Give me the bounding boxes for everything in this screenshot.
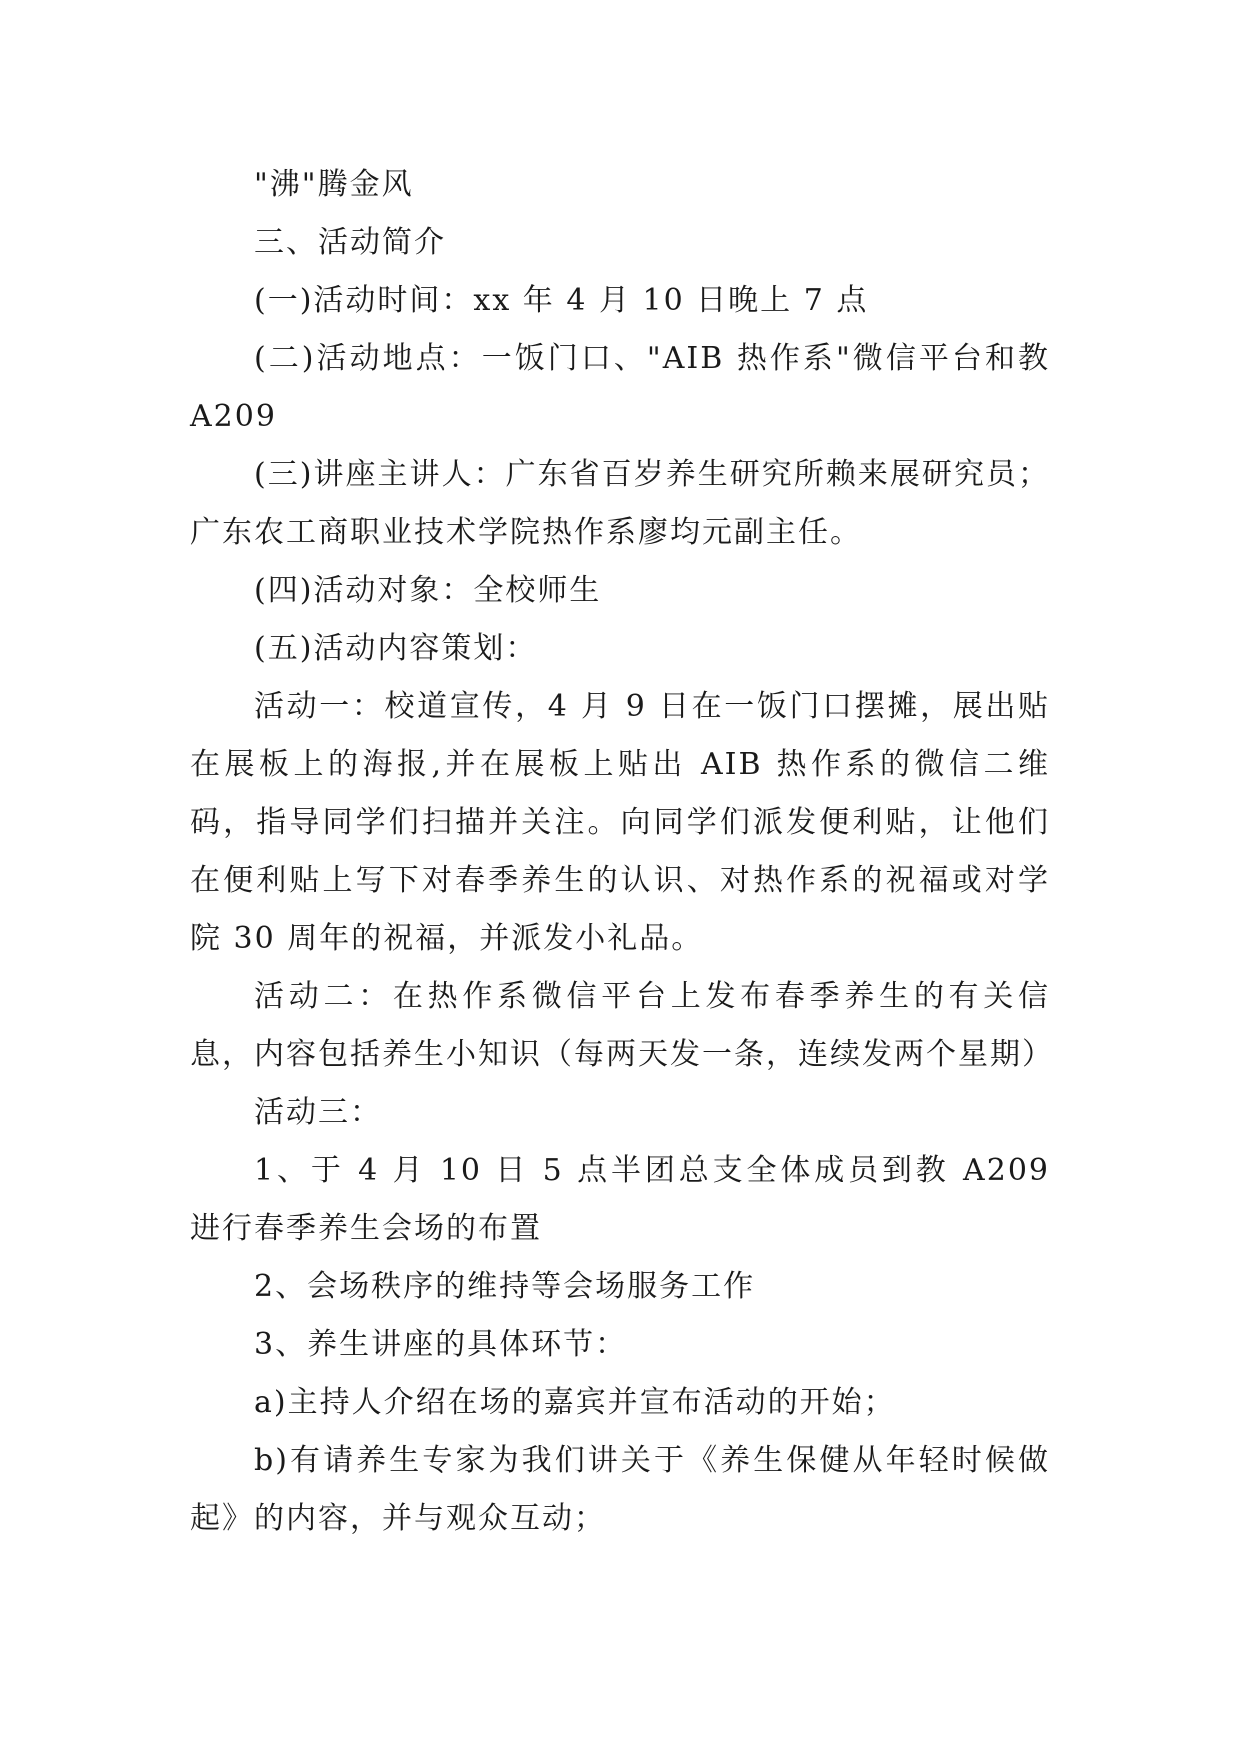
paragraph-activity-two: 活动二：在热作系微信平台上发布春季养生的有关信息，内容包括养生小知识（每两天发一条，连续发两个星期） — [190, 979, 1054, 1072]
paragraph-activity-three: 活动三： — [254, 1095, 382, 1130]
list-item-step-3: 3、养生讲座的具体环节： — [254, 1327, 628, 1362]
list-item-step-b: b)有请养生专家为我们讲关于《养生保健从年轻时候做起》的内容，并与观众互动； — [190, 1443, 1050, 1536]
paragraph-lecturers: (三)讲座主讲人：广东省百岁养生研究所赖来展研究员；广东农工商职业技术学院热作系廖均元副主任。 — [190, 457, 1050, 550]
document-body — [190, 156, 1054, 1548]
paragraph-content-planning: (五)活动内容策划： — [254, 631, 538, 666]
paragraph-activity-one: 活动一：校道宣传，4 月 9 日在一饭门口摆摊，展出贴在展板上的海报,并在展板上贴出 AIB 热作系的微信二维码，指导同学们扫描并关注。向同学们派发便利贴，让他们在便利贴上写下对春季养生的认识、对热作系的祝福或对学院 30 周年的祝福，并派发小礼品。 — [190, 689, 1050, 956]
paragraph-activity-location: (二)活动地点：一饭门口、"AIB 热作系"微信平台和教 A209 — [190, 341, 1050, 434]
paragraph-audience: (四)活动对象：全校师生 — [254, 573, 602, 608]
paragraph-title-phrase: "沸"腾金风 — [254, 167, 414, 202]
list-item-step-a: a)主持人介绍在场的嘉宾并宣布活动的开始； — [254, 1385, 896, 1420]
paragraph-activity-time: (一)活动时间：xx 年 4 月 10 日晚上 7 点 — [254, 283, 869, 318]
section-heading-activity-intro: 三、活动简介 — [254, 225, 446, 260]
list-item-step-2: 2、会场秩序的维持等会场服务工作 — [254, 1269, 756, 1304]
list-item-step-1: 1、于 4 月 10 日 5 点半团总支全体成员到教 A209 进行春季养生会场的布置 — [190, 1153, 1050, 1246]
